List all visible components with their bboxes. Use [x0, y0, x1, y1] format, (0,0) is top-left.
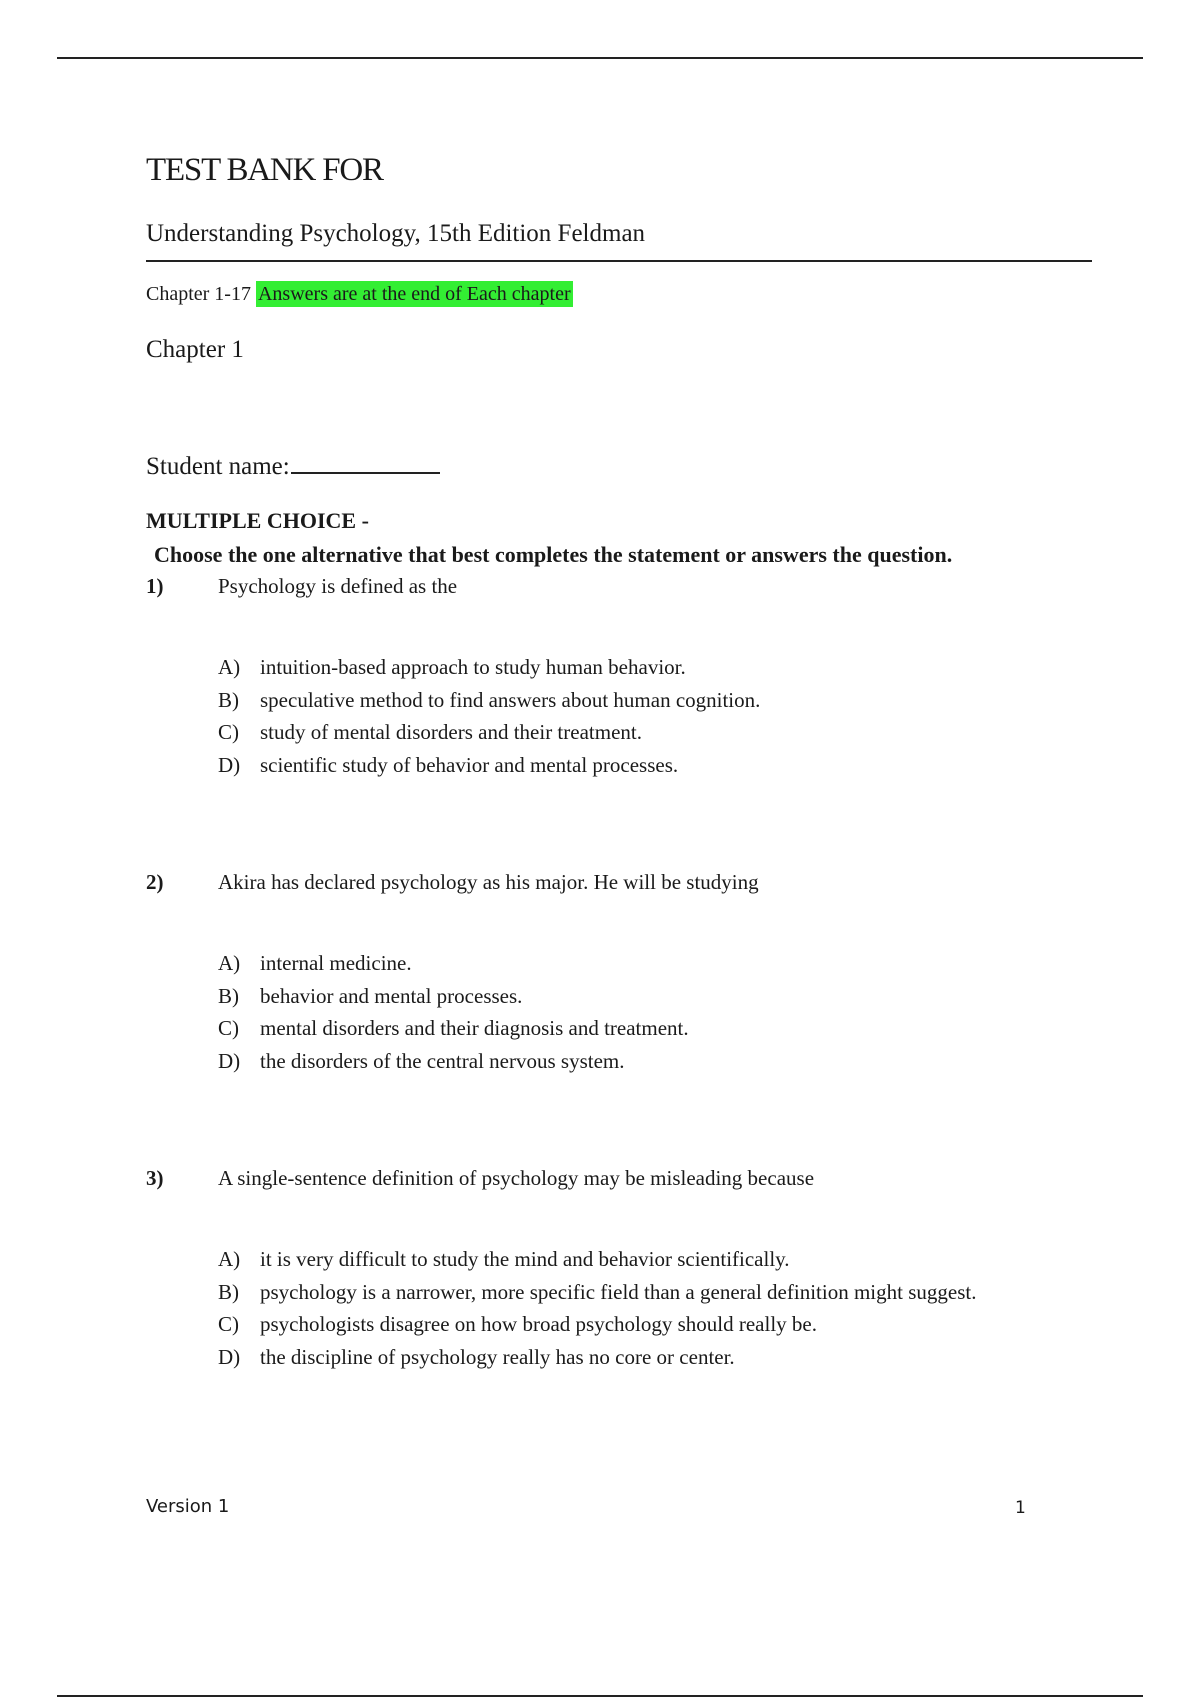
option-letter: D): [218, 1048, 241, 1073]
question-number: 1): [146, 574, 164, 598]
question-text: Psychology is defined as the: [218, 574, 458, 598]
option-letter: C): [218, 720, 239, 744]
option-text: intuition-based approach to study human behavior.: [260, 655, 686, 679]
option-text: psychologists disagree on how broad psychology should really be.: [260, 1312, 817, 1336]
chapter-heading: Chapter 1: [146, 336, 244, 363]
option-d: [218, 1049, 689, 1082]
question-number: 3): [146, 1166, 164, 1190]
option-text: psychology is a narrower, more specific field than a general definition might suggest.: [260, 1279, 977, 1304]
option-c: [218, 1312, 976, 1345]
section-heading: MULTIPLE CHOICE -: [146, 508, 369, 533]
student-name-label: Student name:: [146, 453, 290, 480]
student-name-blank: [291, 450, 440, 474]
option-list: [218, 951, 689, 1081]
footer-version: Version 1: [146, 1496, 230, 1517]
option-text: internal medicine.: [260, 951, 412, 975]
option-text: the disorders of the central nervous system.: [260, 1048, 625, 1073]
option-c: [218, 1016, 689, 1049]
option-b: [218, 688, 760, 721]
option-list: [218, 1247, 976, 1377]
option-letter: A): [218, 655, 241, 679]
option-c: [218, 720, 760, 753]
option-b: [218, 984, 689, 1017]
option-text: mental disorders and their diagnosis and treatment.: [260, 1016, 689, 1040]
question-number: 2): [146, 870, 164, 894]
document-title: TEST BANK FOR: [146, 152, 383, 188]
top-rule: [57, 57, 1143, 59]
option-letter: A): [218, 1247, 241, 1271]
option-text: behavior and mental processes.: [260, 983, 523, 1008]
option-b: [218, 1280, 976, 1313]
option-text: the discipline of psychology really has no core or center.: [260, 1344, 735, 1369]
option-a: [218, 1247, 976, 1280]
question-text: Akira has declared psychology as his major. He will be studying: [218, 870, 759, 894]
option-letter: C): [218, 1016, 239, 1040]
option-a: [218, 951, 689, 984]
option-letter: D): [218, 752, 241, 777]
option-text: speculative method to find answers about human cognition.: [260, 687, 761, 712]
option-list: [218, 655, 760, 785]
option-letter: D): [218, 1344, 241, 1369]
footer-page-number: 1: [1015, 1498, 1026, 1518]
bottom-rule: [57, 1695, 1143, 1697]
option-text: it is very difficult to study the mind and behavior scientifically.: [260, 1247, 790, 1271]
option-d: [218, 753, 760, 786]
student-name-line: [146, 450, 440, 481]
highlighted-note: Answers are at the end of Each chapter: [257, 283, 571, 305]
option-text: study of mental disorders and their treatment.: [260, 720, 642, 744]
option-letter: B): [218, 983, 239, 1008]
option-text: scientific study of behavior and mental processes.: [260, 752, 679, 777]
option-d: [218, 1345, 976, 1378]
question-text: A single-sentence definition of psychology may be misleading because: [218, 1166, 815, 1190]
option-a: [218, 655, 760, 688]
subtitle-rule: [146, 260, 1092, 262]
option-letter: A): [218, 951, 241, 975]
document-subtitle: Understanding Psychology, 15th Edition Feldman: [146, 220, 646, 247]
option-letter: B): [218, 687, 239, 712]
section-instructions: Choose the one alternative that best completes the statement or answers the question.: [154, 542, 953, 567]
chapter-range: Chapter 1-17: [146, 283, 251, 305]
option-letter: C): [218, 1312, 239, 1336]
chapter-range-line: [146, 283, 573, 306]
option-letter: B): [218, 1279, 239, 1304]
